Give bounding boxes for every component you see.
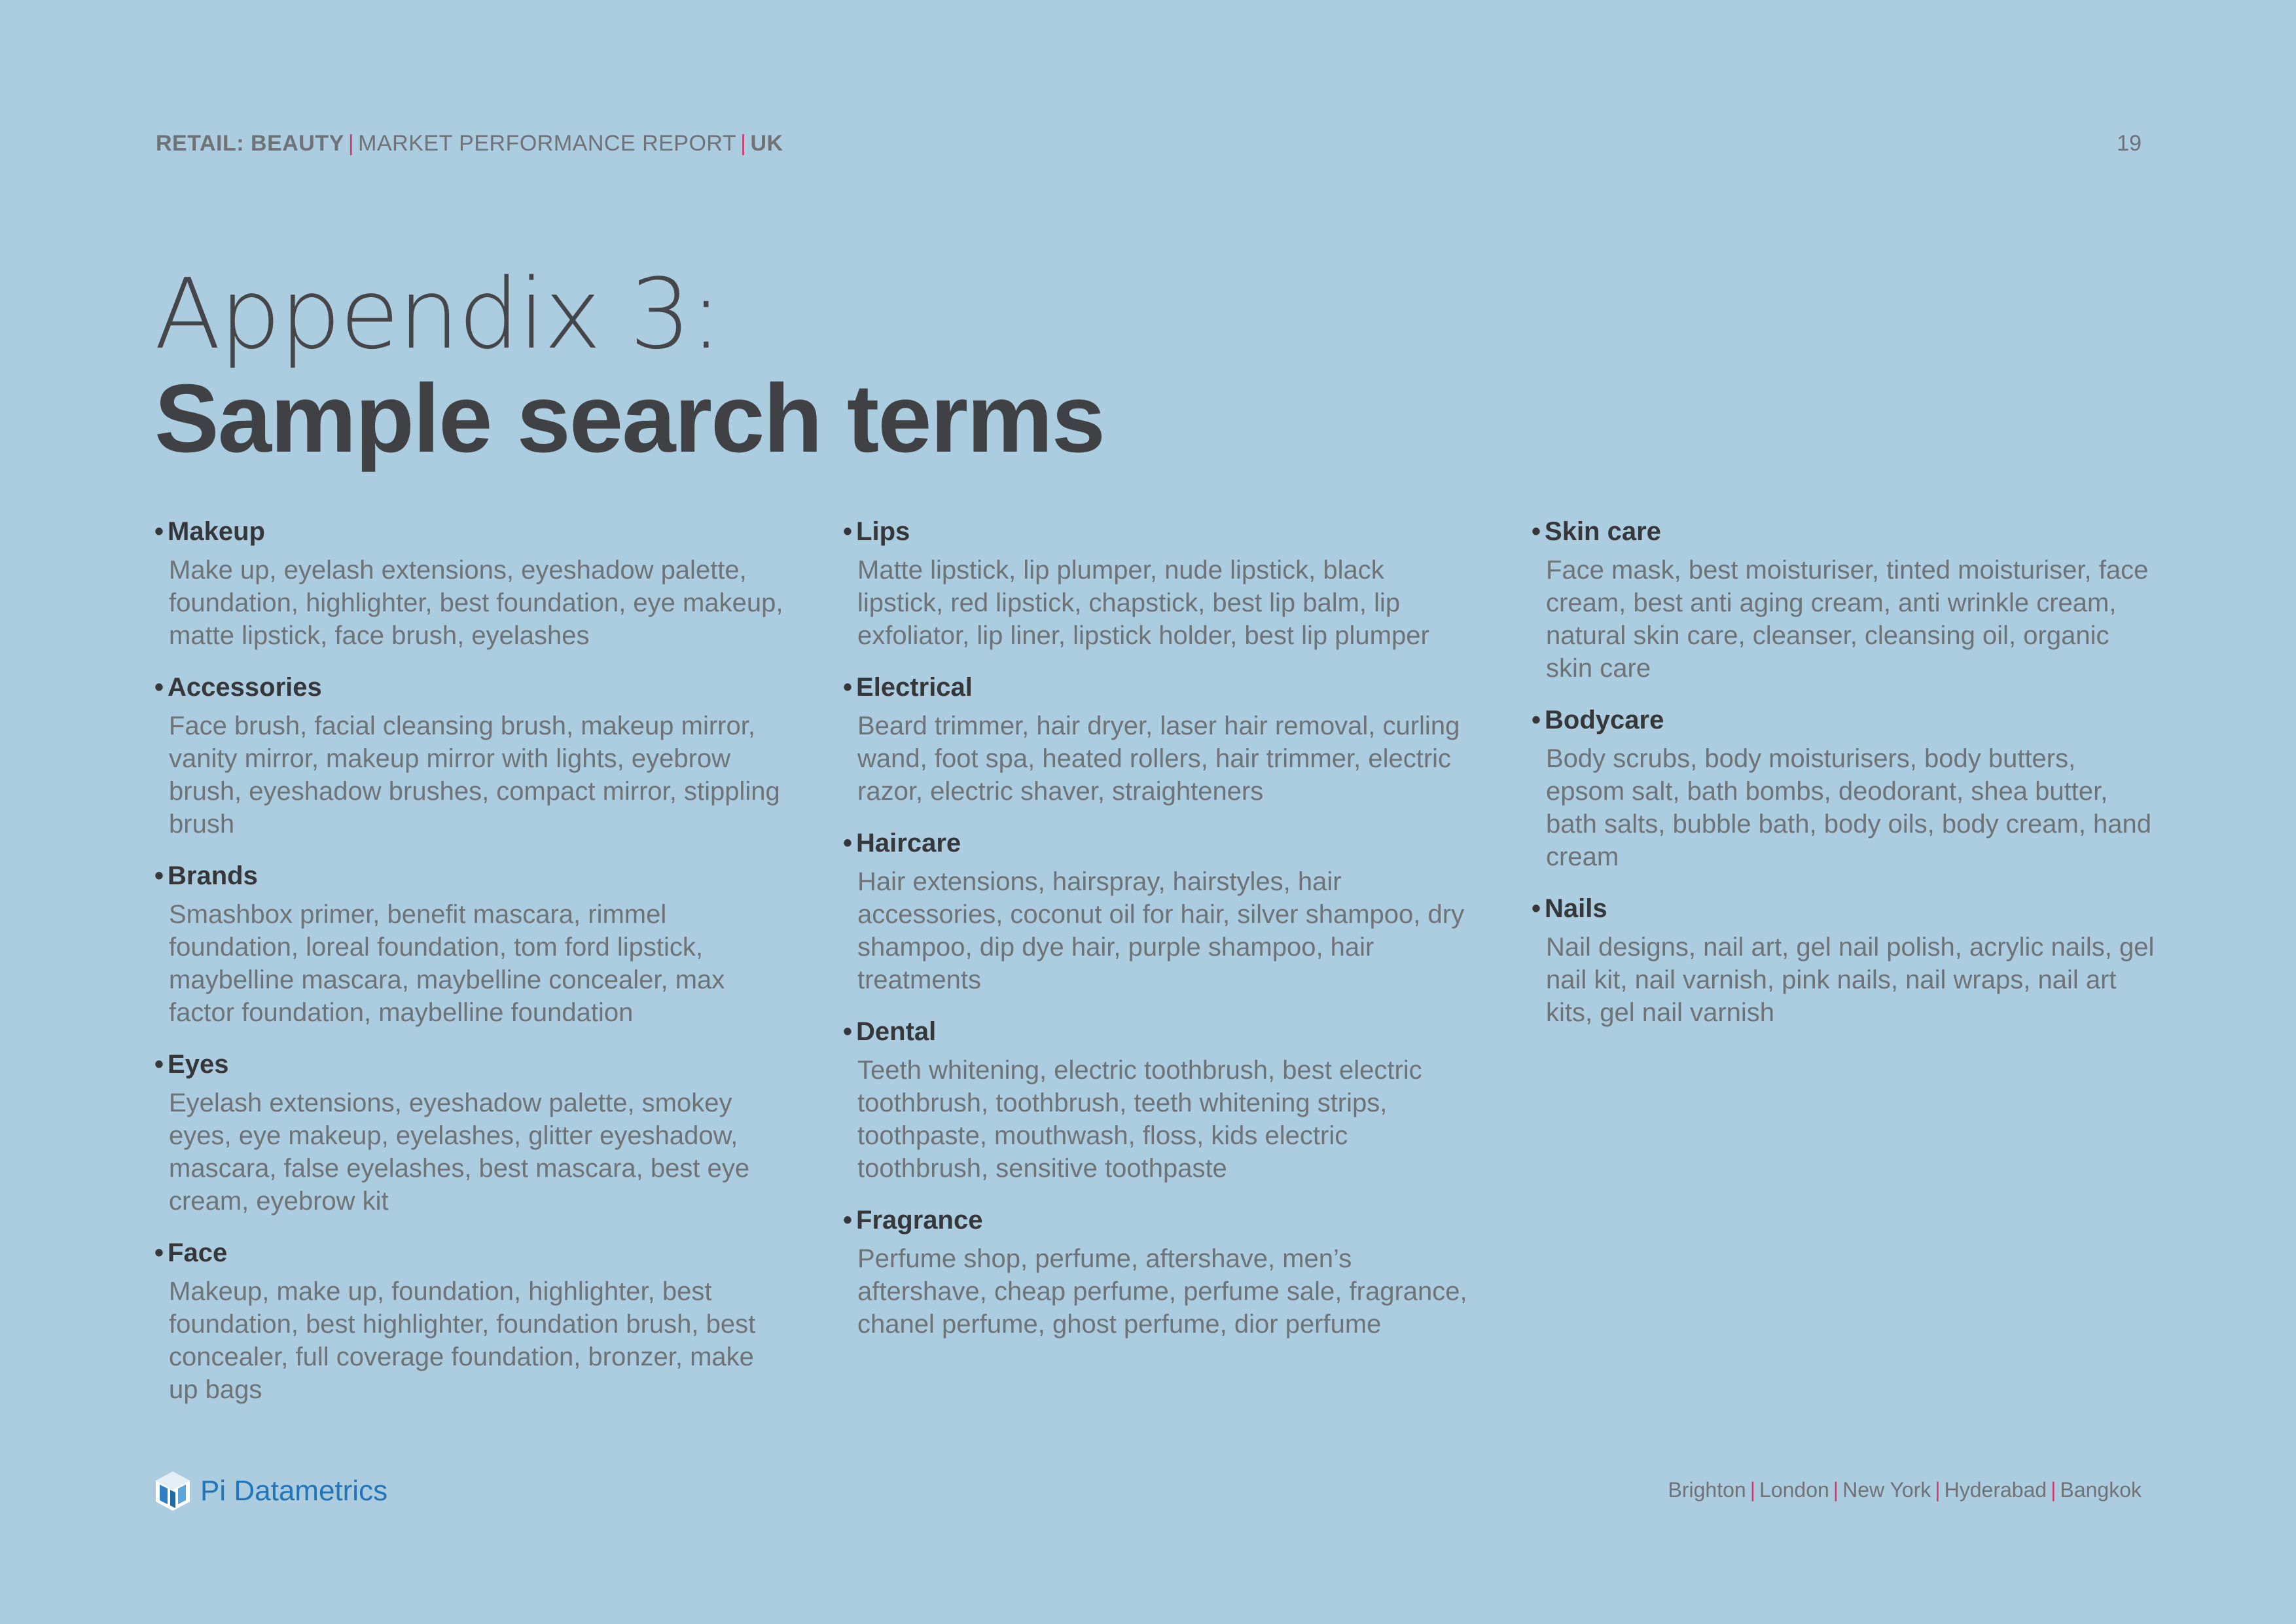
logo-text: Pi Datametrics [200, 1475, 388, 1507]
section-body: Eyelash extensions, eyeshadow palette, smokey eyes, eye makeup, eyelashes, glitter eyeshadow, mascara, false eyelashes, best mascara, best eye cream, eyebrow kit [169, 1089, 750, 1216]
bullet: • [154, 517, 164, 546]
city-separator: | [1935, 1478, 1941, 1502]
bullet: • [154, 861, 164, 890]
office-locations [1668, 1478, 2142, 1502]
section-body: Smashbox primer, benefit mascara, rimmel foundation, loreal foundation, tom ford lipstick, maybelline mascara, maybelline concealer, max factor foundation, maybelline foundation [169, 900, 725, 1027]
section-title: Nails [1545, 894, 1607, 923]
section-brands [154, 859, 783, 1029]
city: Hyderabad [1944, 1478, 2047, 1502]
city: Brighton [1668, 1478, 1746, 1502]
header-separator: | [348, 131, 355, 156]
page-number: 19 [2117, 131, 2142, 156]
section-body: Nail designs, nail art, gel nail polish, acrylic nails, gel nail kit, nail varnish, pink nails, nail wraps, nail art kits, gel nail varnish [1546, 933, 2155, 1027]
city-separator: | [1749, 1478, 1756, 1502]
header-region: UK [750, 131, 783, 156]
city-separator: | [2051, 1478, 2056, 1502]
bullet: • [843, 1017, 853, 1046]
section-title: Accessories [168, 673, 322, 702]
section-eyes [154, 1047, 783, 1218]
section-body: Teeth whitening, electric toothbrush, best electric toothbrush, toothbrush, teeth whitening strips, toothpaste, mouthwash, floss, kids electric toothbrush, sensitive toothpaste [857, 1056, 1422, 1183]
section-title: Face [168, 1238, 228, 1267]
section-title: Eyes [168, 1050, 229, 1079]
city: London [1759, 1478, 1829, 1502]
section-body: Face brush, facial cleansing brush, makeup mirror, vanity mirror, makeup mirror with lights, eyebrow brush, eyeshadow brushes, compact mirror, stippling brush [169, 712, 780, 839]
header-report-name: MARKET PERFORMANCE REPORT [358, 131, 737, 156]
bullet: • [1532, 517, 1541, 546]
city-separator: | [1833, 1478, 1839, 1502]
section-title: Electrical [856, 673, 973, 702]
bullet: • [843, 1206, 853, 1235]
section-title: Bodycare [1545, 706, 1664, 734]
page-title [154, 258, 1105, 473]
section-body: Make up, eyelash extensions, eyeshadow palette, foundation, highlighter, best foundation, eye makeup, matte lipstick, face brush, eyelashes [169, 556, 783, 650]
section-title: Haircare [856, 829, 961, 857]
header-separator: | [740, 131, 747, 156]
title-line-appendix: Appendix 3: [154, 258, 721, 370]
section-body: Makeup, make up, foundation, highlighter, best foundation, best highlighter, foundation brush, best concealer, full coverage foundation, bronzer, make up bags [169, 1277, 756, 1404]
section-haircare [843, 826, 1471, 996]
section-body: Body scrubs, body moisturisers, body butters, epsom salt, bath bombs, deodorant, shea butter, bath salts, bubble bath, body oils, body cream, hand cream [1546, 744, 2152, 871]
header-category: RETAIL: BEAUTY [156, 131, 344, 156]
company-logo [154, 1470, 387, 1512]
city: New York [1842, 1478, 1931, 1502]
section-title: Fragrance [856, 1206, 983, 1235]
column-1 [154, 514, 783, 1424]
section-title: Dental [856, 1017, 937, 1046]
section-title: Makeup [168, 517, 265, 546]
bullet: • [843, 673, 853, 702]
section-body: Hair extensions, hairspray, hairstyles, hair accessories, coconut oil for hair, silver shampoo, dry shampoo, dip dye hair, purple shampoo, hair treatments [857, 867, 1465, 994]
section-nails [1532, 892, 2160, 1029]
section-dental [843, 1015, 1471, 1185]
bullet: • [154, 1238, 164, 1267]
bullet: • [1532, 706, 1541, 734]
pi-datametrics-logo-icon [154, 1470, 191, 1512]
section-skin-care [1532, 514, 2160, 685]
section-body: Matte lipstick, lip plumper, nude lipstick, black lipstick, red lipstick, chapstick, best lip balm, lip exfoliator, lip liner, lipstick holder, best lip plumper [857, 556, 1429, 650]
title-line-main: Sample search terms [154, 365, 1105, 473]
report-header [156, 131, 783, 156]
column-2 [843, 514, 1471, 1359]
section-lips [843, 514, 1471, 652]
section-fragrance [843, 1203, 1471, 1341]
section-body: Beard trimmer, hair dryer, laser hair removal, curling wand, foot spa, heated rollers, hair trimmer, electric razor, electric shaver, straighteners [857, 712, 1460, 806]
section-title: Brands [168, 861, 258, 890]
section-electrical [843, 670, 1471, 808]
section-face [154, 1236, 783, 1406]
bullet: • [154, 673, 164, 702]
section-accessories [154, 670, 783, 840]
section-title: Skin care [1545, 517, 1661, 546]
bullet: • [843, 829, 853, 857]
bullet: • [154, 1050, 164, 1079]
section-body: Face mask, best moisturiser, tinted moisturiser, face cream, best anti aging cream, anti wrinkle cream, natural skin care, cleanser, cleansing oil, organic skin care [1546, 556, 2149, 683]
column-3 [1532, 514, 2160, 1047]
city: Bangkok [2060, 1478, 2142, 1502]
section-body: Perfume shop, perfume, aftershave, men’s aftershave, cheap perfume, perfume sale, fragrance, chanel perfume, ghost perfume, dior perfume [857, 1244, 1467, 1339]
bullet: • [843, 517, 853, 546]
section-title: Lips [856, 517, 910, 546]
section-makeup [154, 514, 783, 652]
section-bodycare [1532, 703, 2160, 873]
bullet: • [1532, 894, 1541, 923]
